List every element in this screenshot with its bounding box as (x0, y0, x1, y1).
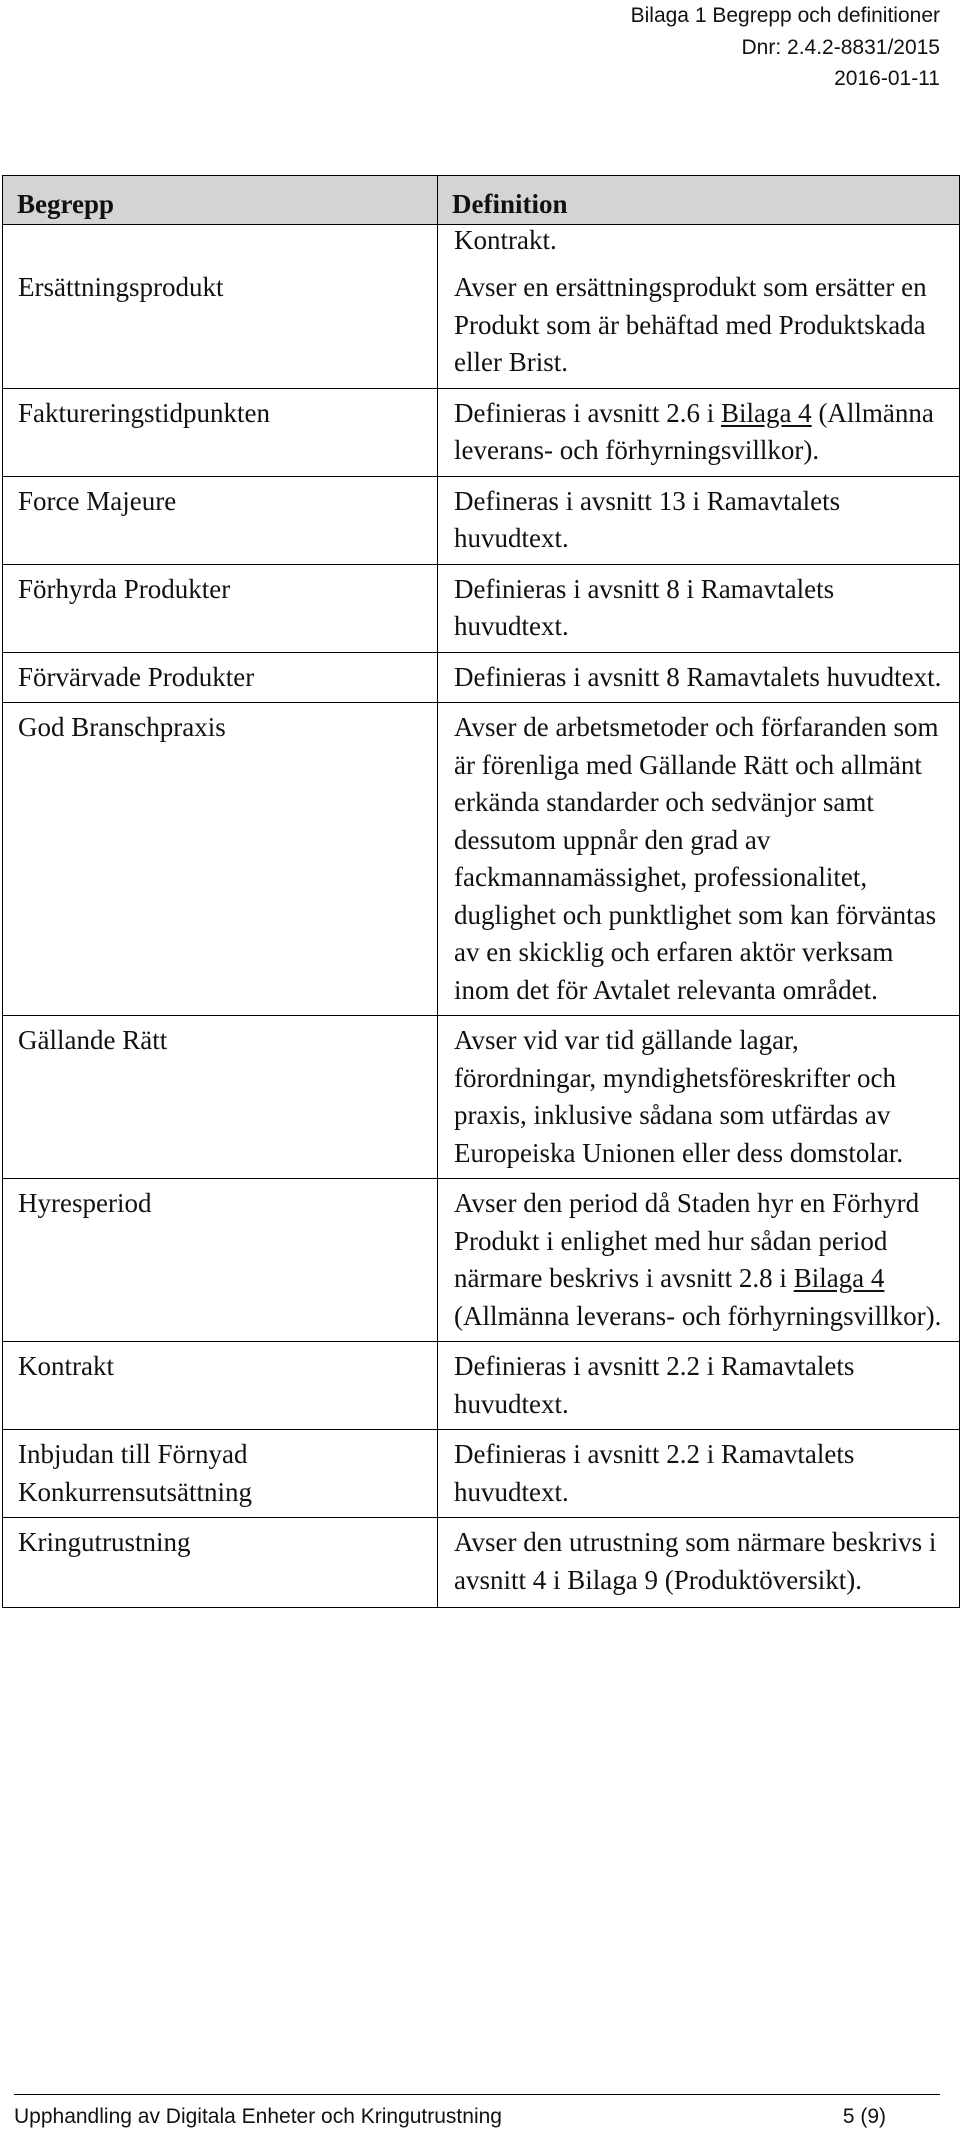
definition-cell (438, 224, 960, 388)
definition-cell (438, 1342, 960, 1430)
definition-text-before: Definieras i avsnitt 2.6 i (454, 397, 721, 428)
column-header-definition: Definition (438, 176, 960, 225)
table-row (3, 1342, 960, 1430)
definition-cell (438, 564, 960, 652)
definition-text-after: (Allmänna leverans- och förhyrningsvillkor). (454, 1300, 942, 1331)
definition-cell (438, 388, 960, 476)
table-row (3, 476, 960, 564)
term-cell (3, 703, 438, 1016)
term-cell (3, 564, 438, 652)
definition-cell (438, 1016, 960, 1179)
term-text: Hyresperiod (18, 1188, 152, 1218)
definition-cell (438, 1179, 960, 1342)
term-text: Faktureringstidpunkten (18, 397, 270, 428)
term-cell (3, 1430, 438, 1518)
term-text: Force Majeure (18, 485, 177, 516)
table-row (3, 224, 960, 388)
definition-text: Avser de arbetsmetoder och förfaranden som är förenliga med Gällande Rätt och allmänt erkända standarder och sedvänjor samt dessutom uppnår den grad av fackmannamässighet, professionalitet, duglighet och punktlighet som kan förväntas av en skicklig och erfaren aktör verksam inom det för Avtalet relevanta området. (454, 712, 939, 1005)
definition-text: Avser den utrustning som närmare beskrivs i avsnitt 4 i Bilaga 9 (Produktöversikt). (454, 1527, 937, 1595)
term-text: Förvärvade Produkter (18, 661, 255, 692)
document-number: Dnr: 2.4.2-8831/2015 (741, 35, 940, 59)
definition-text: Definieras i avsnitt 2.2 i Ramavtalets huvudtext. (454, 1439, 855, 1507)
table-row (3, 388, 960, 476)
term-text: Inbjudan till Förnyad Konkurrensutsättning (18, 1439, 252, 1507)
term-cell (3, 1016, 438, 1179)
definition-text: Definieras i avsnitt 8 i Ramavtalets huvudtext. (454, 573, 835, 641)
document-title: Bilaga 1 Begrepp och definitioner (630, 4, 940, 27)
term-cell (3, 1518, 438, 1608)
table-row (3, 652, 960, 703)
term-cell (3, 1179, 438, 1342)
definitions-table (2, 175, 960, 1608)
bilaga-4-link[interactable]: Bilaga 4 (793, 1263, 885, 1293)
page-footer (14, 2094, 940, 2131)
term-text: God Branschpraxis (18, 712, 226, 742)
definition-cell (438, 652, 960, 703)
term-text: Gällande Rätt (18, 1025, 168, 1055)
definition-text: Definieras i avsnitt 2.2 i Ramavtalets huvudtext. (454, 1351, 855, 1419)
term-text: Kringutrustning (18, 1527, 191, 1557)
definition-cell (438, 703, 960, 1016)
term-text: Kontrakt (18, 1351, 114, 1381)
bilaga-4-link[interactable]: Bilaga 4 (720, 397, 812, 428)
table-row (3, 1179, 960, 1342)
definition-cell (438, 1518, 960, 1608)
term-cell (3, 652, 438, 703)
definition-text-before: Avser den period då Staden hyr en Förhyrd Produkt i enlighet med hur sådan period närmare beskrivs i avsnitt 2.8 i (454, 1188, 920, 1293)
definition-text-after: (Allmänna leverans- och förhyrningsvillkor). (454, 397, 934, 465)
continued-text: Kontrakt. (454, 224, 557, 255)
page-header (440, 0, 940, 95)
definition-cell (438, 476, 960, 564)
term-text: Förhyrda Produkter (18, 573, 231, 604)
definition-text: Avser vid var tid gällande lagar, förordningar, myndighetsföreskrifter och praxis, inklusive sådana som utfärdas av Europeiska Unionen eller dess domstolar. (454, 1025, 904, 1168)
column-header-term: Begrepp (3, 176, 438, 225)
term-cell (3, 476, 438, 564)
document-date: 2016-01-11 (834, 67, 940, 90)
table-row (3, 1016, 960, 1179)
blank-line (454, 259, 945, 269)
table-row (3, 564, 960, 652)
definition-text: Avser en ersättningsprodukt som ersätter en Produkt som är behäftad med Produktskada eller Brist. (454, 272, 927, 377)
table-header-row (3, 176, 960, 225)
term-text: Ersättningsprodukt (18, 271, 224, 302)
table-row (3, 1430, 960, 1518)
definition-text: Definieras i avsnitt 8 Ramavtalets huvudtext. (454, 661, 942, 692)
page-number: 5 (9) (842, 2105, 886, 2128)
term-cell (3, 388, 438, 476)
footer-title: Upphandling av Digitala Enheter och Kringutrustning (14, 2105, 502, 2128)
table-row (3, 1518, 960, 1608)
table-row (3, 703, 960, 1016)
definition-cell (438, 1430, 960, 1518)
term-cell (3, 224, 438, 388)
term-cell (3, 1342, 438, 1430)
definition-text: Defineras i avsnitt 13 i Ramavtalets huvudtext. (454, 485, 841, 553)
